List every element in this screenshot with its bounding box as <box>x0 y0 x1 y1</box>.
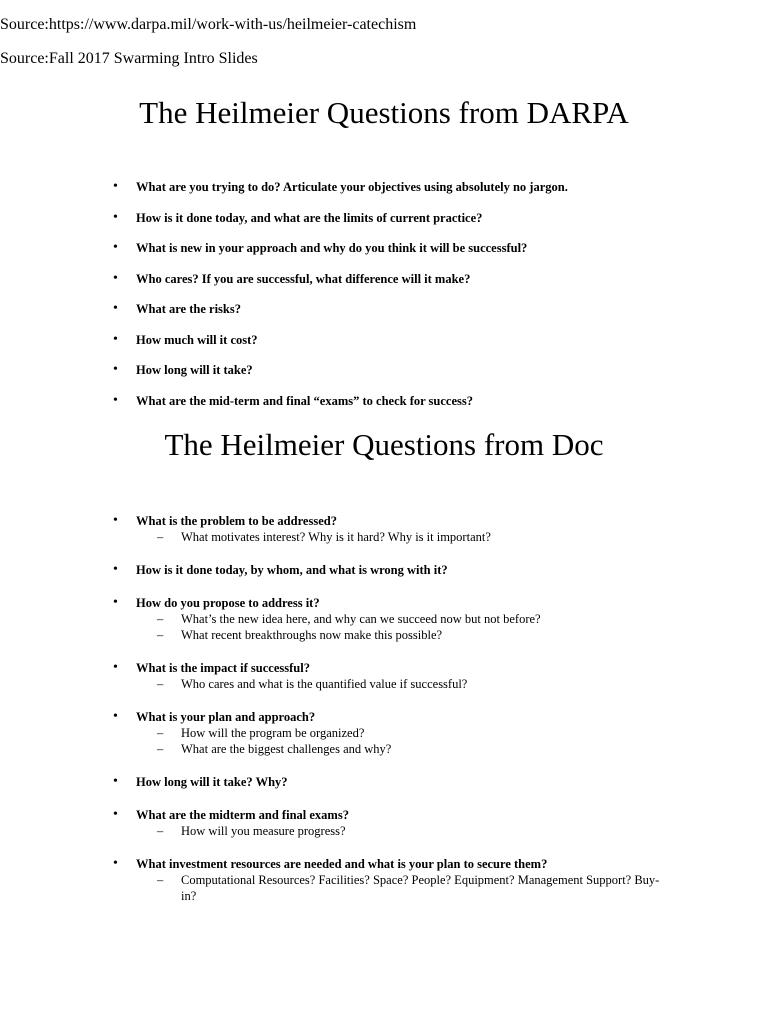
bullet-icon: • <box>113 709 118 724</box>
sub-item-text: Computational Resources? Facilities? Space? People? Equipment? Management Support? Buy-in? <box>181 873 660 903</box>
doc-source-line: Source:Fall 2017 Swarming Intro Slides <box>0 50 258 67</box>
doc-section-title: The Heilmeier Questions from Doc <box>164 427 604 462</box>
dash-icon: – <box>157 824 164 838</box>
bullet-icon: • <box>113 270 118 286</box>
question-text: What is the impact if successful? <box>136 661 310 675</box>
dash-icon: – <box>157 530 164 544</box>
bullet-icon: • <box>113 331 118 347</box>
sub-item-text: Who cares and what is the quantified value if successful? <box>181 677 468 691</box>
dash-icon: – <box>157 726 164 740</box>
sub-item-text: How will you measure progress? <box>181 824 346 838</box>
bullet-icon: • <box>113 562 118 577</box>
question-text: How is it done today, by whom, and what is wrong with it? <box>136 563 448 577</box>
question-text: What are the mid-term and final “exams” to check for success? <box>136 393 473 408</box>
sub-item-text: What’s the new idea here, and why can we succeed now but not before? <box>181 612 541 626</box>
sub-item-text: What are the biggest challenges and why? <box>181 742 392 756</box>
sub-item-text: What recent breakthroughs now make this possible? <box>181 628 443 642</box>
question-text: What is the problem to be addressed? <box>136 514 337 528</box>
bullet-icon: • <box>113 392 118 408</box>
bullet-icon: • <box>113 301 118 316</box>
question-text: What are the midterm and final exams? <box>136 808 349 822</box>
bullet-icon: • <box>113 209 118 225</box>
bullet-icon: • <box>113 362 118 377</box>
dash-icon: – <box>157 873 164 887</box>
bullet-icon: • <box>113 179 118 194</box>
question-text: How is it done today, and what are the limits of current practice? <box>136 210 483 225</box>
question-text: What is new in your approach and why do you think it will be successful? <box>136 241 528 255</box>
bullet-icon: • <box>113 595 118 610</box>
question-text: How much will it cost? <box>136 332 258 347</box>
question-text: What investment resources are needed and what is your plan to secure them? <box>136 857 548 871</box>
question-text: What are you trying to do? Articulate your objectives using absolutely no jargon. <box>136 180 568 194</box>
darpa-source-line: Source:https://www.darpa.mil/work-with-us/heilmeier-catechism <box>0 16 417 33</box>
bullet-icon: • <box>113 660 118 675</box>
dash-icon: – <box>157 742 164 756</box>
question-text: What is your plan and approach? <box>136 710 316 724</box>
bullet-icon: • <box>113 774 118 789</box>
dash-icon: – <box>157 628 164 642</box>
dash-icon: – <box>157 612 164 626</box>
darpa-section-title: The Heilmeier Questions from DARPA <box>139 95 629 130</box>
bullet-icon: • <box>113 807 118 822</box>
sub-item-text: How will the program be organized? <box>181 726 365 740</box>
question-text: How long will it take? <box>136 363 253 377</box>
question-text: What are the risks? <box>136 302 241 316</box>
sub-item-text: What motivates interest? Why is it hard? Why is it important? <box>181 530 491 544</box>
bullet-icon: • <box>113 513 118 528</box>
question-text: How do you propose to address it? <box>136 596 320 610</box>
bullet-icon: • <box>113 856 118 871</box>
bullet-icon: • <box>113 240 118 255</box>
question-text: Who cares? If you are successful, what difference will it make? <box>136 271 471 286</box>
question-text: How long will it take? Why? <box>136 775 288 789</box>
dash-icon: – <box>157 677 164 691</box>
